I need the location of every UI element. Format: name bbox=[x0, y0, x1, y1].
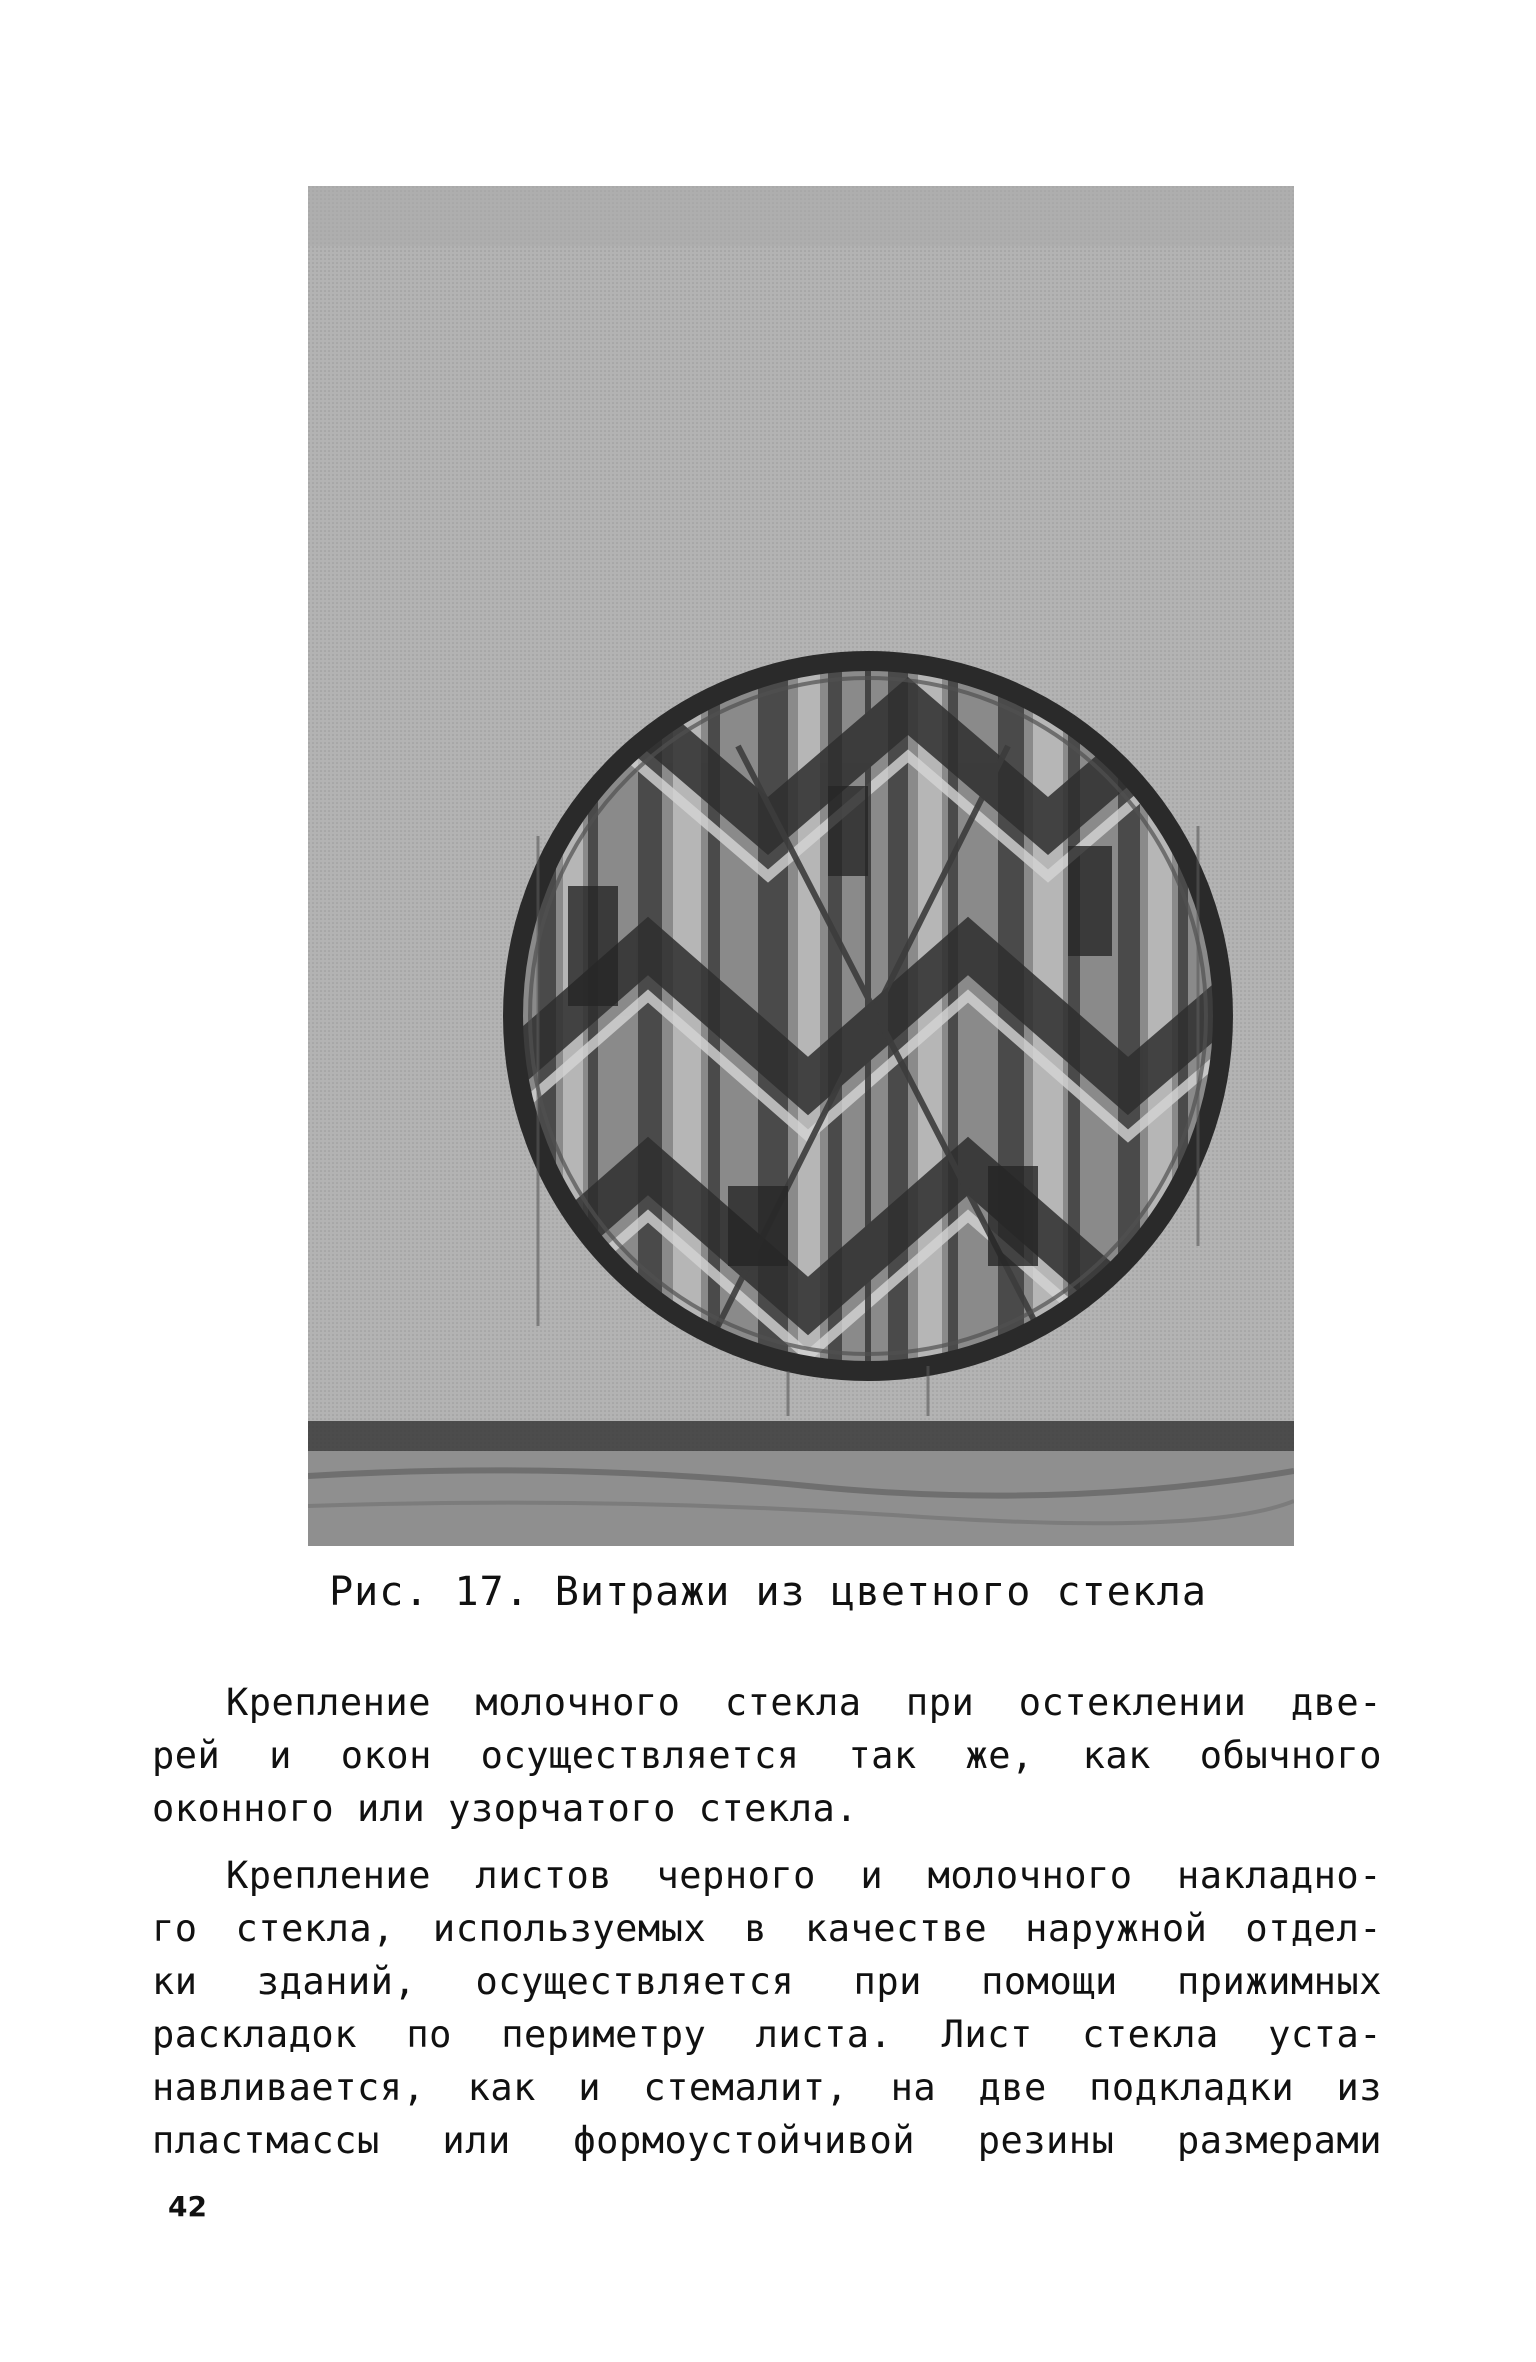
paragraph-2 bbox=[152, 1849, 1382, 2167]
paragraph-1 bbox=[152, 1676, 1382, 1835]
body-text bbox=[152, 1676, 1382, 2181]
text-line: ки зданий, осуществляется при помощи прижимных bbox=[152, 1960, 1382, 2003]
stained-glass-illustration bbox=[308, 186, 1294, 1546]
text-line: рей и окон осуществляется так же, как обычного bbox=[152, 1734, 1382, 1777]
text-line: Крепление листов черного и молочного накладно- bbox=[226, 1854, 1382, 1897]
text-line: го стекла, используемых в качестве наружной отдел- bbox=[152, 1907, 1382, 1950]
text-line: пластмассы или формоустойчивой резины размерами bbox=[152, 2119, 1382, 2162]
figure-caption: Рис. 17. Витражи из цветного стекла bbox=[329, 1569, 1207, 1615]
page-number: 42 bbox=[168, 2190, 207, 2223]
text-line: оконного или узорчатого стекла. bbox=[152, 1787, 859, 1830]
text-line: раскладок по периметру листа. Лист стекла уста- bbox=[152, 2013, 1382, 2056]
text-line: навливается, как и стемалит, на две подкладки из bbox=[152, 2066, 1382, 2109]
text-line: Крепление молочного стекла при остеклении две- bbox=[226, 1681, 1382, 1724]
stained-glass-photo bbox=[308, 186, 1294, 1546]
